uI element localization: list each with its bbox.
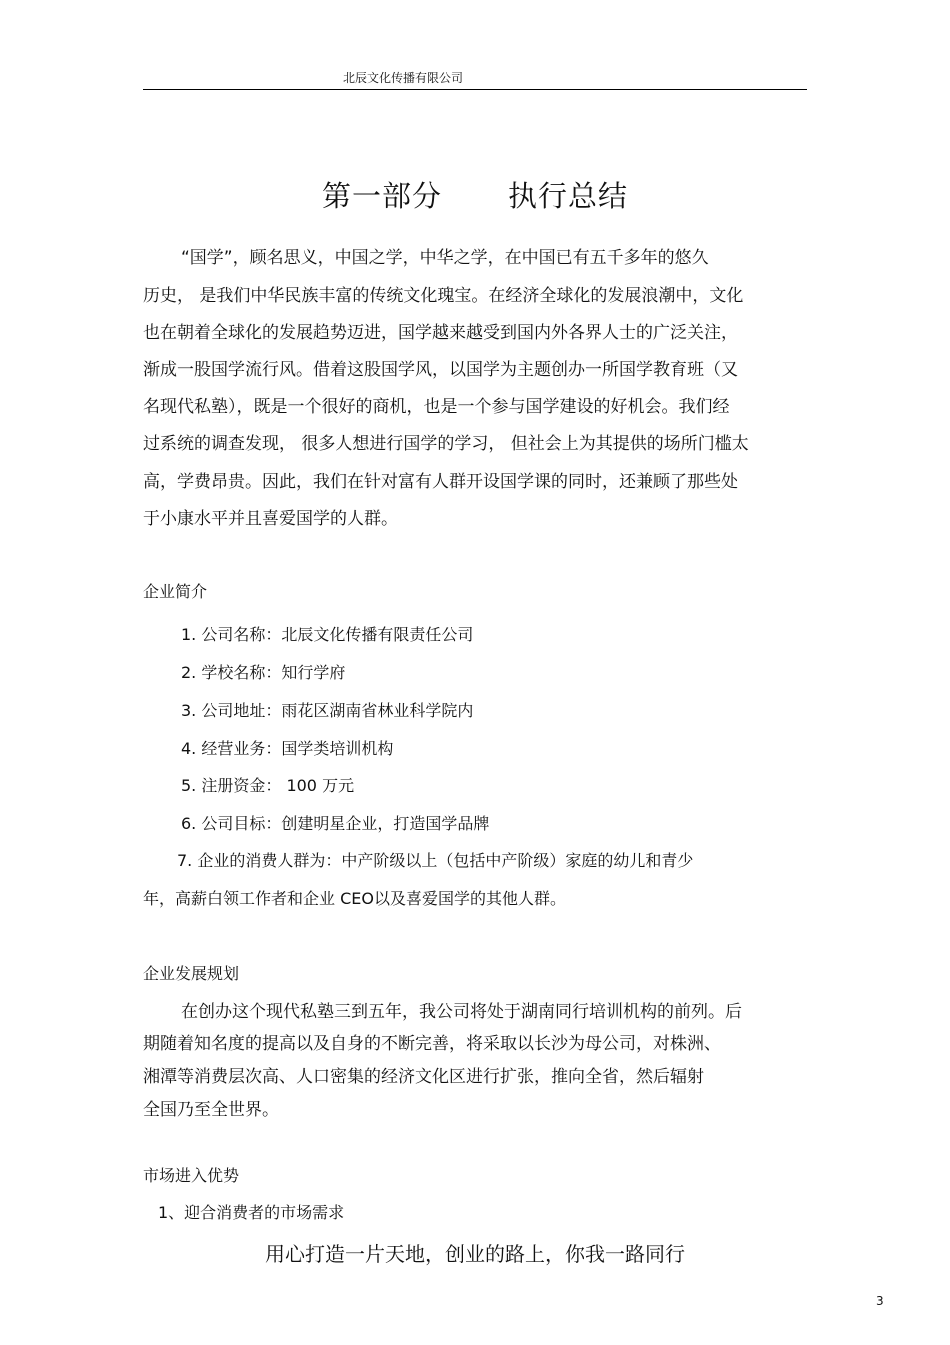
section-heading-development: 企业发展规划 — [143, 964, 240, 983]
development-line: 全国乃至全世界。 — [143, 1100, 279, 1120]
list-item: 4. 经营业务：国学类培训机构 — [181, 739, 394, 758]
list-item: 2. 学校名称：知行学府 — [181, 663, 346, 682]
page-number: 3 — [876, 1294, 884, 1308]
section-heading-company-profile: 企业简介 — [143, 582, 208, 601]
page-title — [0, 174, 950, 215]
development-line: 在创办这个现代私塾三到五年，我公司将处于湖南同行培训机构的前列。后 — [181, 1002, 742, 1022]
intro-line: 历史， 是我们中华民族丰富的传统文化瑰宝。在经济全球化的发展浪潮中，文化 — [143, 286, 744, 306]
intro-line: 名现代私塾），既是一个很好的商机，也是一个参与国学建设的好机会。我们经 — [143, 397, 730, 417]
list-item-continuation: 年，高薪白领工作者和企业 CEO以及喜爱国学的其他人群。 — [143, 889, 566, 908]
section-heading-market: 市场进入优势 — [143, 1166, 240, 1185]
title-name: 执行总结 — [508, 179, 629, 213]
list-item: 6. 公司目标：创建明星企业，打造国学品牌 — [181, 814, 490, 833]
list-item: 5. 注册资金： 100 万元 — [181, 776, 355, 795]
intro-line: “国学”，顾名思义，中国之学，中华之学，在中国已有五千多年的悠久 — [181, 248, 709, 268]
page-header-company: 北辰文化传播有限公司 — [343, 71, 464, 85]
list-item: 1. 公司名称：北辰文化传播有限责任公司 — [181, 625, 474, 644]
intro-line: 高，学费昂贵。因此，我们在针对富有人群开设国学课的同时，还兼顾了那些处 — [143, 472, 738, 492]
intro-line: 渐成一股国学流行风。借着这股国学风，以国学为主题创办一所国学教育班（又 — [143, 360, 738, 380]
intro-line: 过系统的调查发现， 很多人想进行国学的学习， 但社会上为其提供的场所门槛太 — [143, 434, 749, 454]
list-item: 3. 公司地址：雨花区湖南省林业科学院内 — [181, 701, 474, 720]
development-line: 湘潭等消费层次高、人口密集的经济文化区进行扩张，推向全省，然后辐射 — [143, 1067, 704, 1087]
header-divider — [143, 89, 807, 90]
intro-line: 于小康水平并且喜爱国学的人群。 — [143, 509, 398, 529]
list-item: 7. 企业的消费人群为：中产阶级以上（包括中产阶级）家庭的幼儿和青少 — [177, 851, 694, 870]
title-part: 第一部分 — [321, 179, 442, 213]
development-line: 期随着知名度的提高以及自身的不断完善，将采取以长沙为母公司，对株洲、 — [143, 1034, 721, 1054]
footer-slogan: 用心打造一片天地，创业的路上，你我一路同行 — [265, 1242, 685, 1266]
intro-line: 也在朝着全球化的发展趋势迈进，国学越来越受到国内外各界人士的广泛关注， — [143, 323, 738, 343]
list-item: 1、迎合消费者的市场需求 — [158, 1203, 345, 1222]
